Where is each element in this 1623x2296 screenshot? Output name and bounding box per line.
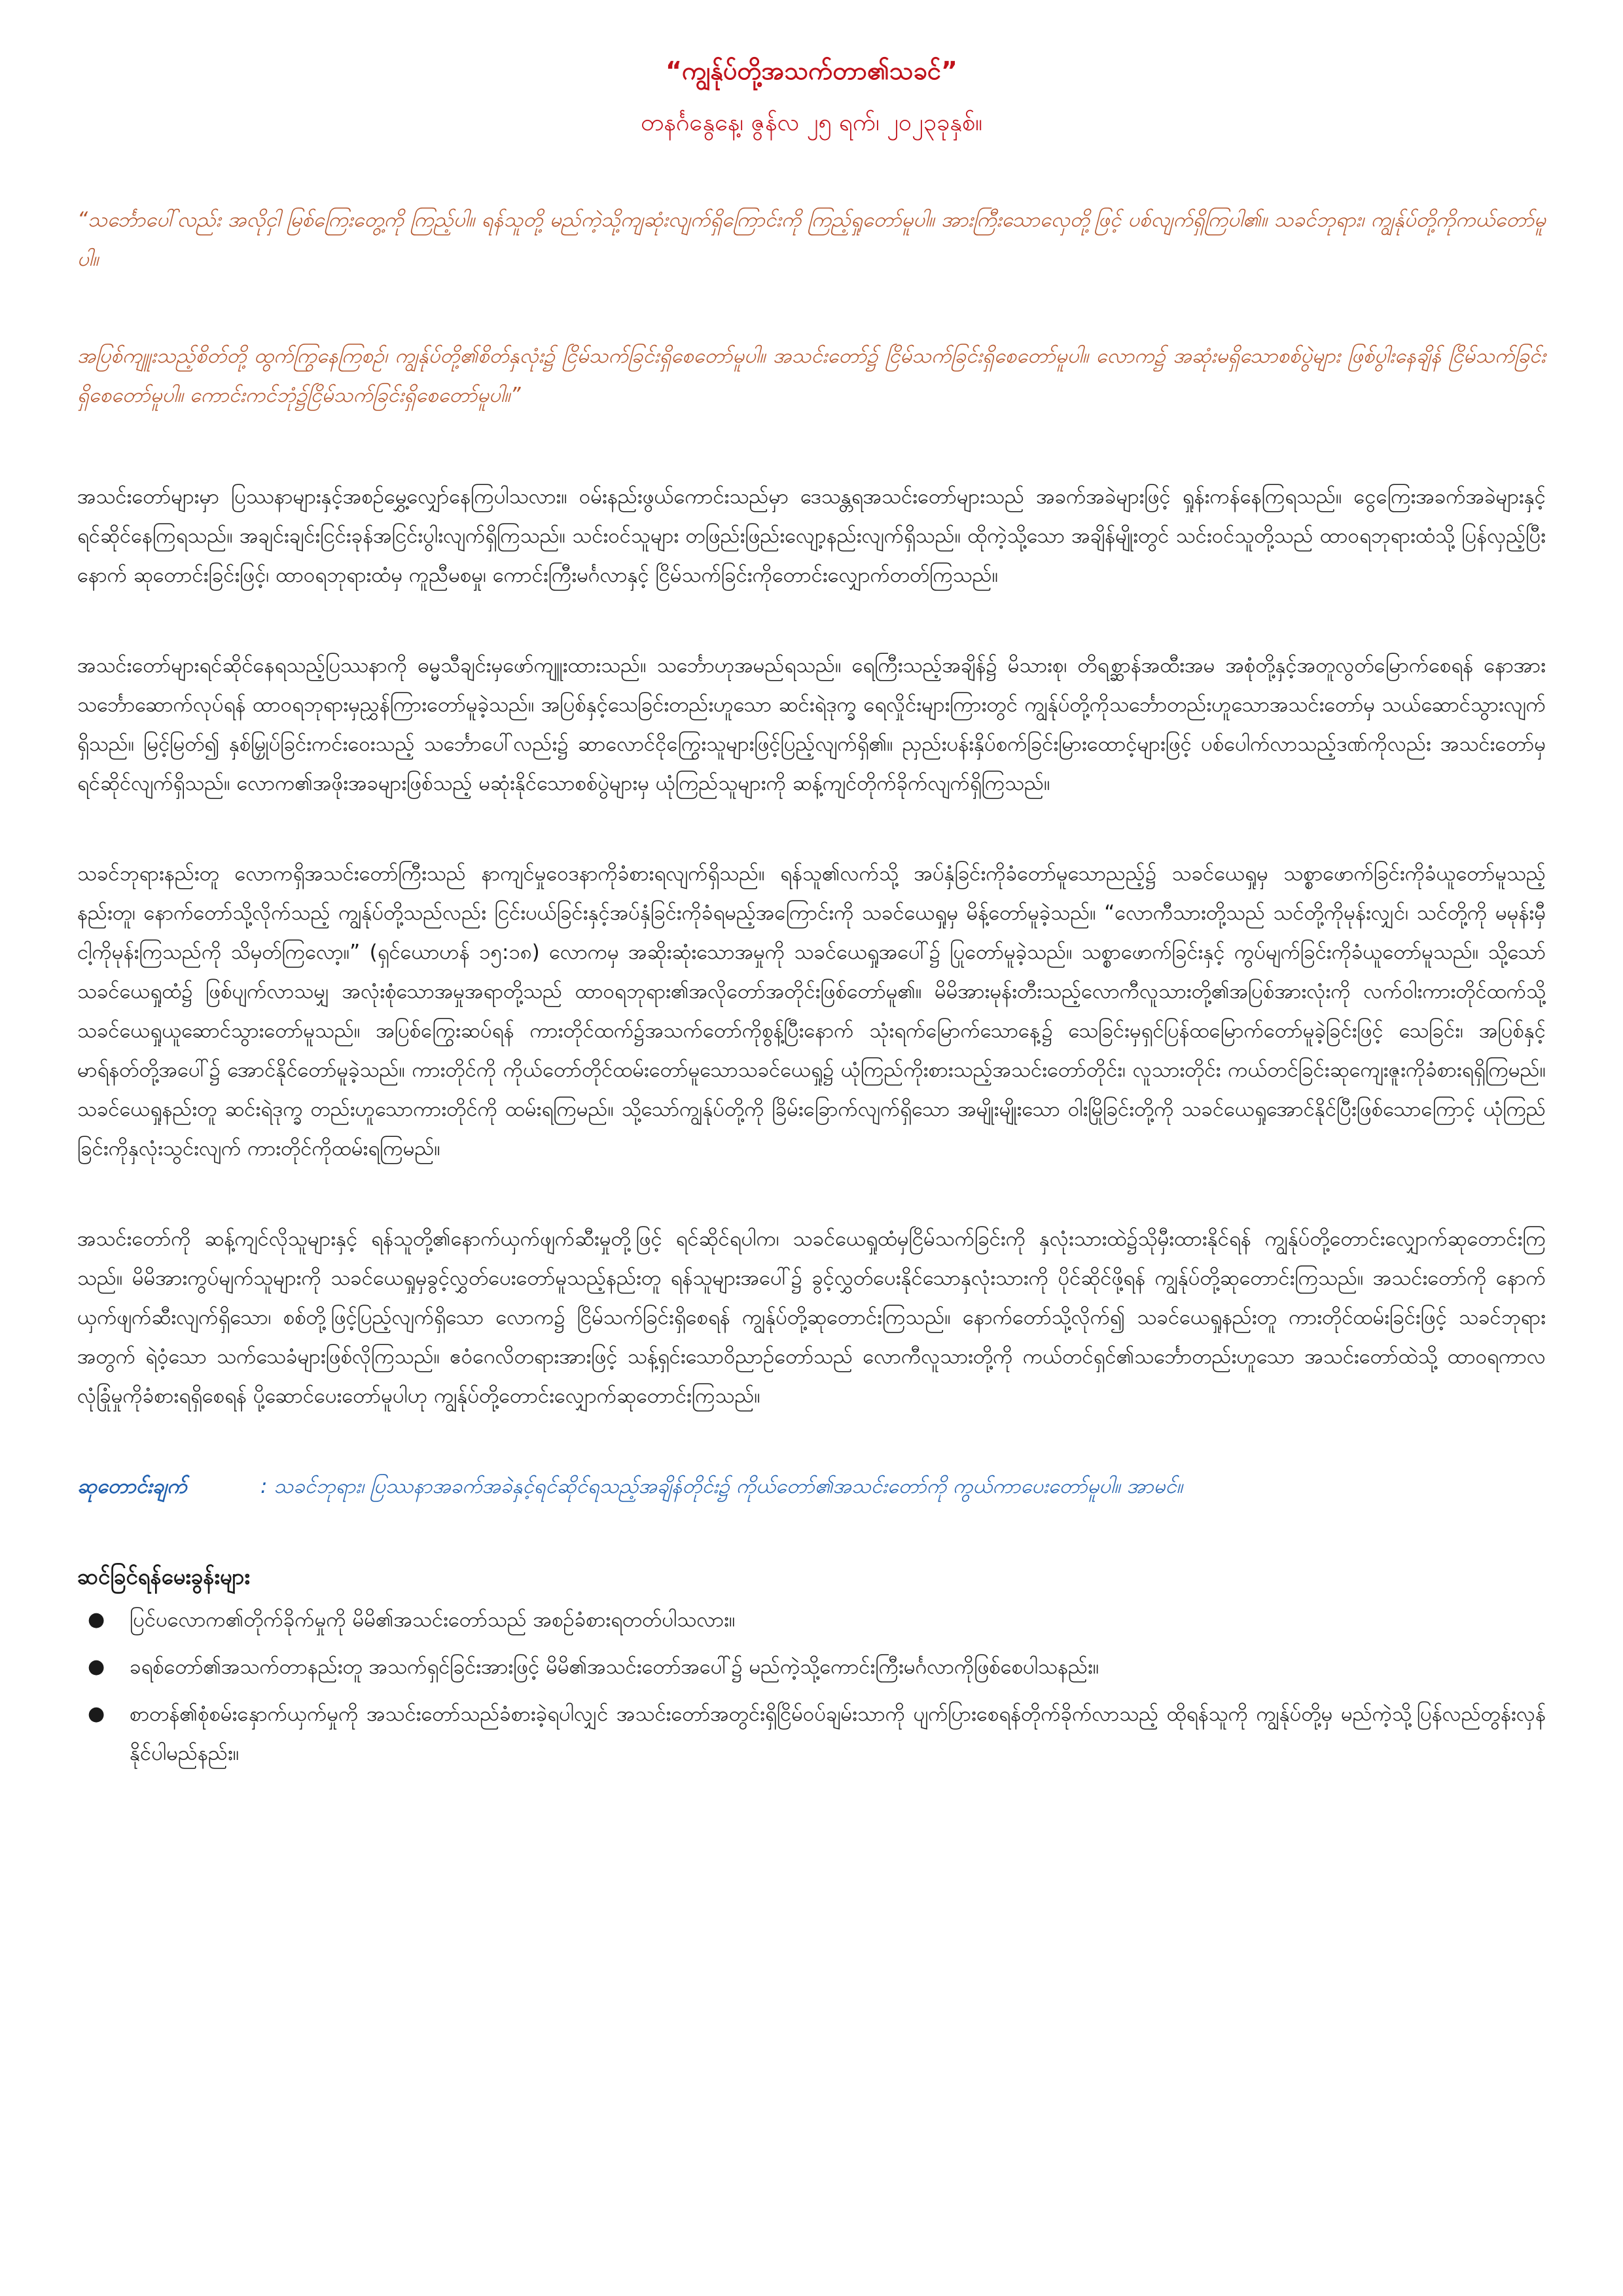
hymn-quote-1: “သင်္ဘောပေါ်လည်း အလိုငှါ မြစ်ကြေးတွေ့ကို ကြည့်ပါ။ ရန်သူတို့ မည်ကဲ့သို့ကျဆုံးလျက်ရှိကြောင်းကို ကြည့်ရှုတော်မူပါ။ အားကြီးသောလှေတို့ဖြင့် ပစ်လျက်ရှိကြပါ၏။ သခင်ဘုရား၊ ကျွန်ုပ်တို့ကိုကယ်တော်မူပါ။ bbox=[77, 208, 1546, 271]
bullet-icon: ● bbox=[88, 1655, 105, 1678]
body-paragraph-1: အသင်းတော်များမှာ ပြဿနာများနှင့်အစဉ်မွှေ့လျှော်နေကြပါသလား။ ဝမ်းနည်းဖွယ်ကောင်းသည်မှာ ဒေသန္တရအသင်းတော်များသည် အခက်အခဲများဖြင့် ရှုန်းကန်နေကြရသည်။ ငွေကြေးအခက်အခဲများနှင့်ရင်ဆိုင်နေကြရသည်။ အချင်းချင်းငြင်းခုန်အငြင်းပွါးလျက်ရှိကြသည်။ သင်းဝင်သူများ တဖြည်းဖြည်းလျော့နည်းလျက်ရှိသည်။ ထိုကဲ့သို့သော အချိန်မျိုးတွင် သင်းဝင်သူတို့သည် ထာဝရဘုရားထံသို့ ပြန်လှည့်ပြီးနောက် ဆုတောင်းခြင်းဖြင့်၊ ထာဝရဘုရားထံမှ ကူညီမစမှု၊ ကောင်းကြီးမင်္ဂလာနှင့် ငြိမ်သက်ခြင်းကိုတောင်းလျှောက်တတ်ကြသည်။ bbox=[77, 485, 1546, 587]
question-text: ပြင်ပလောက၏တိုက်ခိုက်မှုကို မိမိ၏အသင်းတော်သည် အစဉ်ခံစားရတတ်ပါသလား။ bbox=[130, 1608, 736, 1632]
prayer-text: : သခင်ဘုရား၊ ပြဿနာအခက်အခဲနှင့်ရင်ဆိုင်ရသည့်အချိန်တိုင်း၌ ကိုယ်တော်၏အသင်းတော်ကို ကွယ်ကာပေးတော်မူပါ။ အာမင်။ bbox=[260, 1475, 1183, 1498]
question-text: ခရစ်တော်၏အသက်တာနည်းတူ အသက်ရှင်ခြင်းအားဖြင့် မိမိ၏အသင်းတော်အပေါ်၌ မည်ကဲ့သို့ကောင်းကြီးမင်္ဂလာကိုဖြစ်စေပါသနည်း။ bbox=[130, 1655, 1099, 1679]
document-title: “ကျွန်ုပ်တို့အသက်တာ၏သခင်” bbox=[666, 56, 957, 85]
reflection-questions-title: ဆင်ခြင်ရန်မေးခွန်းများ bbox=[77, 1564, 250, 1589]
bullet-icon: ● bbox=[88, 1702, 105, 1725]
document-date: တနင်္ဂနွေနေ့၊ ဇွန်လ ၂၅ ရက်၊ ၂၀၂၃ခုနှစ်။ bbox=[641, 109, 982, 136]
list-item bbox=[77, 1600, 1546, 1640]
list-item bbox=[77, 1695, 1546, 1773]
reflection-questions-list bbox=[77, 1600, 1546, 1773]
list-item bbox=[77, 1647, 1546, 1687]
body-paragraph-4: အသင်းတော်ကို ဆန့်ကျင်လိုသူများနှင့် ရန်သူတို့၏နောက်ယှက်ဖျက်ဆီးမှုတို့ဖြင့် ရင်ဆိုင်ရပါက၊ သခင်ယေရှုထံမှငြိမ်သက်ခြင်းကို နှလုံးသားထဲ၌သိုမှီးထားနိုင်ရန် ကျွန်ုပ်တို့တောင်းလျှောက်ဆုတောင်းကြသည်။ မိမိအားကွပ်မျက်သူများကို သခင်ယေရှုမှခွင့်လွှတ်ပေးတော်မူသည့်နည်းတူ ရန်သူများအပေါ်၌ ခွင့်လွှတ်ပေးနိုင်သောနှလုံးသားကို ပိုင်ဆိုင်ဖို့ရန် ကျွန်ုပ်တို့ဆုတောင်းကြသည်။ အသင်းတော်ကို နောက်ယှက်ဖျက်ဆီးလျက်ရှိသော၊ စစ်တို့ဖြင့်ပြည့်လျက်ရှိသော လောက၌ ငြိမ်သက်ခြင်းရှိစေရန် ကျွန်ုပ်တို့ဆုတောင်းကြသည်။ နောက်တော်သို့လိုက်၍ သခင်ယေရှုနည်းတူ ကားတိုင်ထမ်းခြင်းဖြင့် သခင်ဘုရားအတွက် ရဲဝံ့သော သက်သေခံများဖြစ်လိုကြသည်။ ဧဝံဂေလိတရားအားဖြင့် သန့်ရှင်းသောဝိညာဉ်တော်သည် လောကီလူသားတို့ကို ကယ်တင်ရှင်၏သင်္ဘောတည်းဟူသော အသင်းတော်ထဲသို့ ထာဝရကာလလုံခြုံမှုကိုခံစားရရှိစေရန် ပို့ဆောင်ပေးတော်မူပါဟု ကျွန်ုပ်တို့တောင်းလျှောက်ဆုတောင်းကြသည်။ bbox=[77, 1227, 1546, 1408]
body-paragraph-3: သခင်ဘုရားနည်းတူ လောကရှိအသင်းတော်ကြီးသည် နာကျင်မှုဝေဒနာကိုခံစားရလျက်ရှိသည်။ ရန်သူ၏လက်သို့ အပ်နှံခြင်းကိုခံတော်မူသောညည့်၌ သခင်ယေရှုမှ သစ္စာဖောက်ခြင်းကိုခံယူတော်မူသည့်နည်းတူ၊ နောက်တော်သို့လိုက်သည့် ကျွန်ုပ်တို့သည်လည်း ငြင်းပယ်ခြင်းနှင့်အပ်နှံခြင်းကိုခံရမည့်အကြောင်းကို သခင်ယေရှုမှ မိန့်တော်မူခဲ့သည်။ “လောကီသားတို့သည် သင်တို့ကိုမုန်းလျှင်၊ သင်တို့ကို မမုန်းမှီ ငါ့ကိုမုန်းကြသည်ကို သိမှတ်ကြလော့။” (ရှင်ယောဟန် ၁၅:၁၈) လောကမှ အဆိုးဆုံးသောအမှုကို သခင်ယေရှုအပေါ်၌ ပြုတော်မူခဲ့သည်။ သစ္စာဖောက်ခြင်းနှင့် ကွပ်မျက်ခြင်းကိုခံယူတော်မူသည်။ သို့သော် သခင်ယေရှုထံ၌ ဖြစ်ပျက်လာသမျှ အလုံးစုံသောအမှုအရာတို့သည် ထာဝရဘုရား၏အလိုတော်အတိုင်းဖြစ်တော်မူ၏။ မိမိအားမုန်းတီးသည့်လောကီလူသားတို့၏အပြစ်အားလုံးကို လက်ဝါးကားတိုင်ထက်သို့ သခင်ယေရှုယူဆောင်သွားတော်မူသည်။ အပြစ်ကြွေးဆပ်ရန် ကားတိုင်ထက်၌အသက်တော်ကိုစွန့်ပြီးနောက် သုံးရက်မြောက်သောနေ့၌ သေခြင်းမှရှင်ပြန်ထမြောက်တော်မူခဲ့ခြင်းဖြင့် သေခြင်း၊ အပြစ်နှင့်မာရ်နတ်တို့အပေါ်၌ အောင်နိုင်တော်မူခဲ့သည်။ ကားတိုင်ကို ကိုယ်တော်တိုင်ထမ်းတော်မူသောသခင်ယေရှု၌ ယုံကြည်ကိုးစားသည့်အသင်းတော်တိုင်း၊ လူသားတိုင်း ကယ်တင်ခြင်းဆုကျေးဇူးကိုခံစားရရှိကြမည်။ သခင်ယေရှုနည်းတူ ဆင်းရဲဒုက္ခ တည်းဟူသောကားတိုင်ကို ထမ်းရကြမည်။ သို့သော်ကျွန်ုပ်တို့ကို ခြိမ်းခြောက်လျက်ရှိသော အမျိုးမျိုးသော ဝါးမြိုခြင်းတို့ကို သခင်ယေရှုအောင်နိုင်ပြီးဖြစ်သောကြောင့် ယုံကြည်ခြင်းကိုနှလုံးသွင်းလျက် ကားတိုင်ကိုထမ်းရကြမည်။ bbox=[77, 862, 1546, 1160]
question-text: စာတန်၏စုံစမ်းနှောက်ယှက်မှုကို အသင်းတော်သည်ခံစားခဲ့ရပါလျှင် အသင်းတော်အတွင်းရှိငြိမ်ဝပ်ချမ်းသာကို ပျက်ပြားစေရန်တိုက်ခိုက်လာသည့် ထိုရန်သူကို ကျွန်ုပ်တို့မှ မည်ကဲ့သို့ပြန်လည်တွန်းလှန်နိုင်ပါမည်နည်း။ bbox=[130, 1702, 1546, 1765]
prayer-line bbox=[77, 1467, 1546, 1506]
hymn-quote-2: အပြစ်ကျူးသည့်စိတ်တို့ ထွက်ကြွနေကြစဉ်၊ ကျွန်ုပ်တို့၏စိတ်နှလုံး၌ ငြိမ်သက်ခြင်းရှိစေတော်မူပါ။ အသင်းတော်၌ ငြိမ်သက်ခြင်းရှိစေတော်မူပါ။ လောက၌ အဆုံးမရှိသောစစ်ပွဲများ ဖြစ်ပွါးနေချိန် ငြိမ်သက်ခြင်းရှိစေတော်မူပါ။ ကောင်းကင်ဘုံ၌ငြိမ်သက်ခြင်းရှိစေတော်မူပါ။” bbox=[77, 344, 1546, 407]
prayer-label: ဆုတောင်းချက် bbox=[77, 1475, 187, 1498]
bullet-icon: ● bbox=[88, 1608, 105, 1631]
body-paragraph-2: အသင်းတော်များရင်ဆိုင်နေရသည့်ပြဿနာကို ဓမ္မသီချင်းမှဖော်ကျူးထားသည်။ သင်္ဘောဟုအမည်ရသည်။ ရေကြီးသည့်အချိန်၌ မိသားစု၊ တိရစ္ဆာန်အထီးအမ အစုံတို့နှင့်အတူလွတ်မြောက်စေရန် နောအားသင်္ဘောဆောက်လုပ်ရန် ထာဝရဘုရားမှညွှန်ကြားတော်မူခဲ့သည်။ အပြစ်နှင့်သေခြင်းတည်းဟူသော ဆင်းရဲဒုက္ခ ရေလှိုင်းများကြားတွင် ကျွန်ုပ်တို့ကိုသင်္ဘောတည်းဟူသောအသင်းတော်မှ သယ်ဆောင်သွားလျက်ရှိသည်။ မြင့်မြတ်၍ နှစ်မြှုပ်ခြင်းကင်းဝေးသည့် သင်္ဘောပေါ်လည်း၌ ဆာလောင်ငိုကြွေးသူများဖြင့်ပြည့်လျက်ရှိ၏။ ညှည်းပန်းနှိပ်စက်ခြင်းမြားထောင့်များဖြင့် ပစ်ပေါက်လာသည့်ဒဏ်ကိုလည်း အသင်းတော်မှ ရင်ဆိုင်လျက်ရှိသည်။ လောက၏အဖိုးအခများဖြစ်သည့် မဆုံးနိုင်သောစစ်ပွဲများမှ ယုံကြည်သူများကို ဆန့်ကျင်တိုက်ခိုက်လျက်ရှိကြသည်။ bbox=[77, 654, 1546, 795]
